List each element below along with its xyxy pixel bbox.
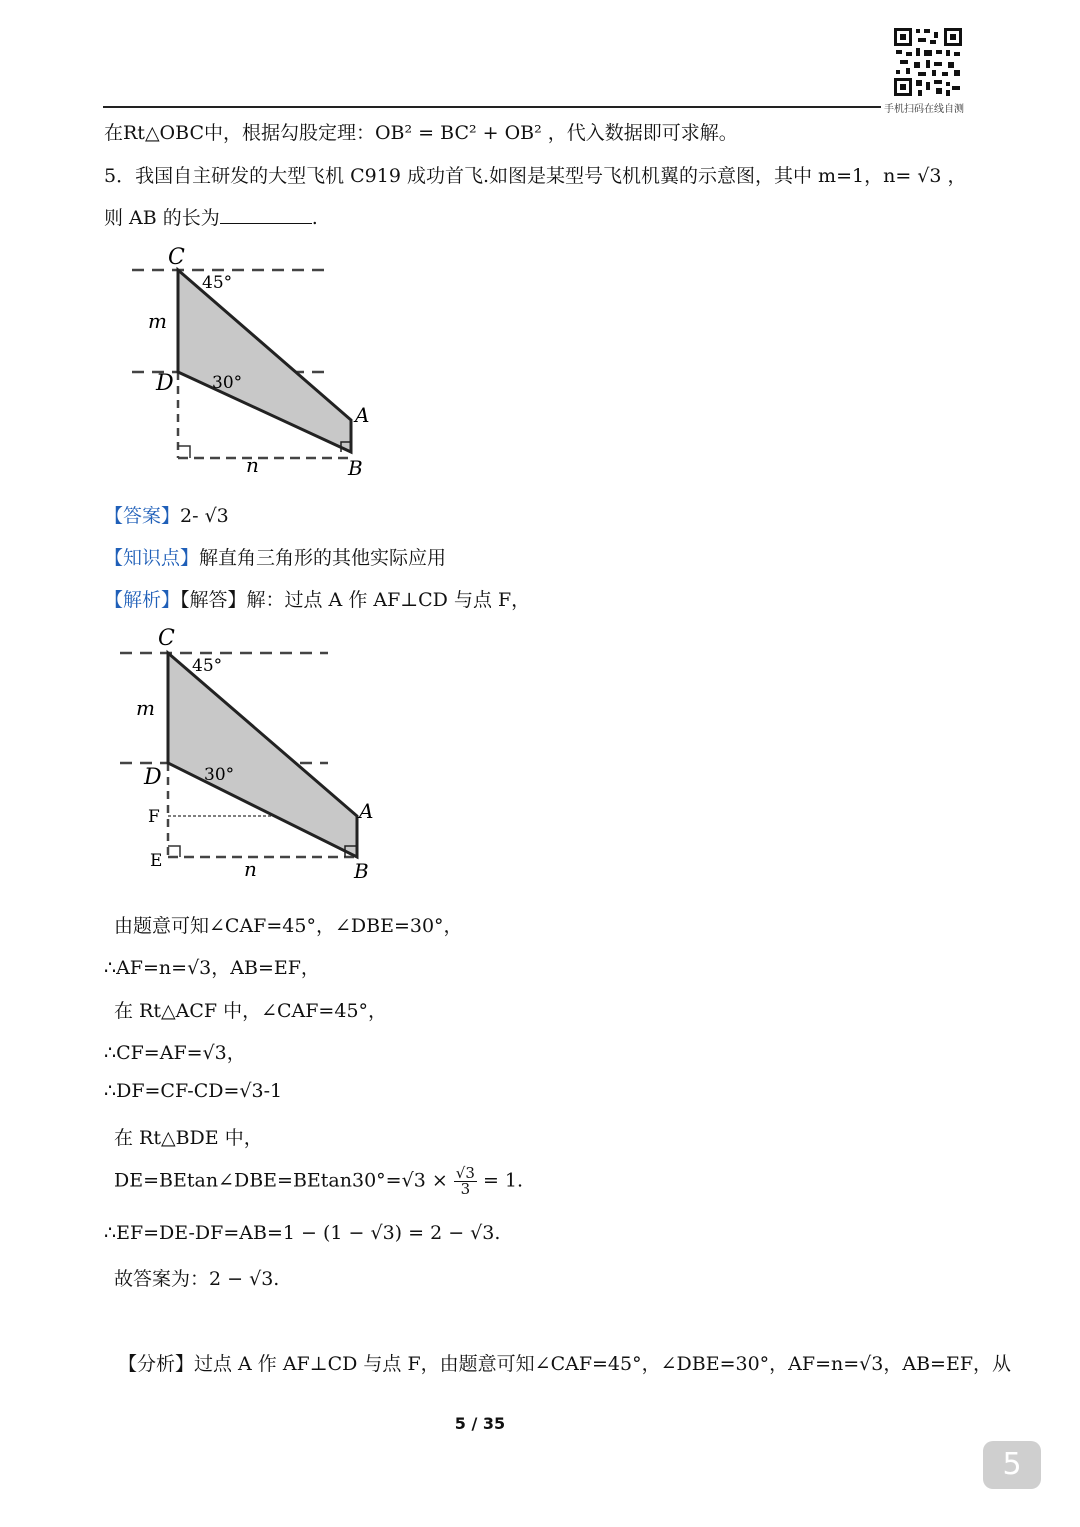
step-5: ∴DF=CF-CD=√3-1 [104,1080,283,1102]
analysis-line [104,585,530,612]
knowledge-tag: 【知识点】 [104,547,200,569]
answer-tag: 【答案】 [104,505,181,527]
answer-blank [220,205,312,224]
right-angle-mark-e [178,446,190,458]
step-8: ∴EF=DE-DF=AB=1 − (1 − √3) = 2 − √3. [104,1222,501,1244]
step-2: ∴AF=n=√3，AB=EF， [104,957,320,979]
label-c: C [168,245,185,270]
step-7-result: = 1. [482,1169,524,1192]
question-5-period: . [311,207,318,229]
wing-shape [168,653,357,857]
step-7-text: DE=BEtan∠DBE=BEtan30°=√3 × [114,1169,448,1192]
knowledge-value: 解直角三角形的其他实际应用 [199,547,447,569]
angle-30-label: 30° [204,765,235,785]
analysis-summary: 【分析】过点 A 作 AF⊥CD 与点 F，由题意可知∠CAF=45°，∠DBE=30°，AF=n=√3，AB=EF，从 [118,1353,1012,1375]
label-n: n [244,857,257,881]
wing-diagram [100,240,400,485]
question-5-prompt [104,203,318,230]
page-number: 5 / 35 [454,1414,506,1433]
fraction-numerator: √3 [455,1164,475,1182]
step-6: 在 Rt△BDE 中， [114,1127,263,1149]
step-9: 故答案为：2 − √3. [114,1268,280,1290]
wing-shape [178,270,351,452]
label-n: n [246,453,259,477]
label-d: D [156,371,174,396]
angle-45-label: 45° [192,656,223,676]
fraction-denominator: 3 [460,1180,471,1198]
question-5-text: 5．我国自主研发的大型飞机 C919 成功首飞.如图是某型号飞机机翼的示意图，其中 m=1，n= √3 ， [104,165,967,187]
label-e: E [150,851,163,871]
label-b: B [348,456,363,480]
knowledge-line [104,543,446,570]
qr-caption: 手机扫码在线自测 [884,104,964,115]
label-f: F [148,807,160,827]
question-5-prompt-text: 则 AB 的长为 [104,207,220,229]
qr-code [892,26,964,98]
label-c: C [158,626,175,651]
label-a: A [359,799,374,823]
answer-value: 2- √3 [180,505,229,527]
text-line: 在Rt△OBC中，根据勾股定理：OB² = BC² + OB² ，代入数据即可求解。 [104,122,738,144]
analysis-value: 【解答】解：过点 A 作 AF⊥CD 与点 F， [180,589,531,611]
label-d: D [144,765,162,790]
step-1: 由题意可知∠CAF=45°，∠DBE=30°， [114,915,463,937]
label-b: B [354,859,369,883]
answer-line [104,501,229,528]
angle-30-label: 30° [212,373,243,393]
angle-45-label: 45° [202,273,233,293]
label-a: A [355,403,370,427]
page-badge: 5 [983,1441,1041,1489]
label-m: m [136,696,155,720]
solution-diagram [100,620,400,885]
analysis-tag: 【解析】 [104,589,181,611]
step-4: ∴CF=AF=√3， [104,1042,246,1064]
step-3: 在 Rt△ACF 中，∠CAF=45°， [114,1000,388,1022]
fraction [454,1166,477,1197]
step-7 [114,1166,523,1197]
label-m: m [148,309,167,333]
header-rule [103,106,881,108]
right-angle-mark-e [168,846,180,857]
